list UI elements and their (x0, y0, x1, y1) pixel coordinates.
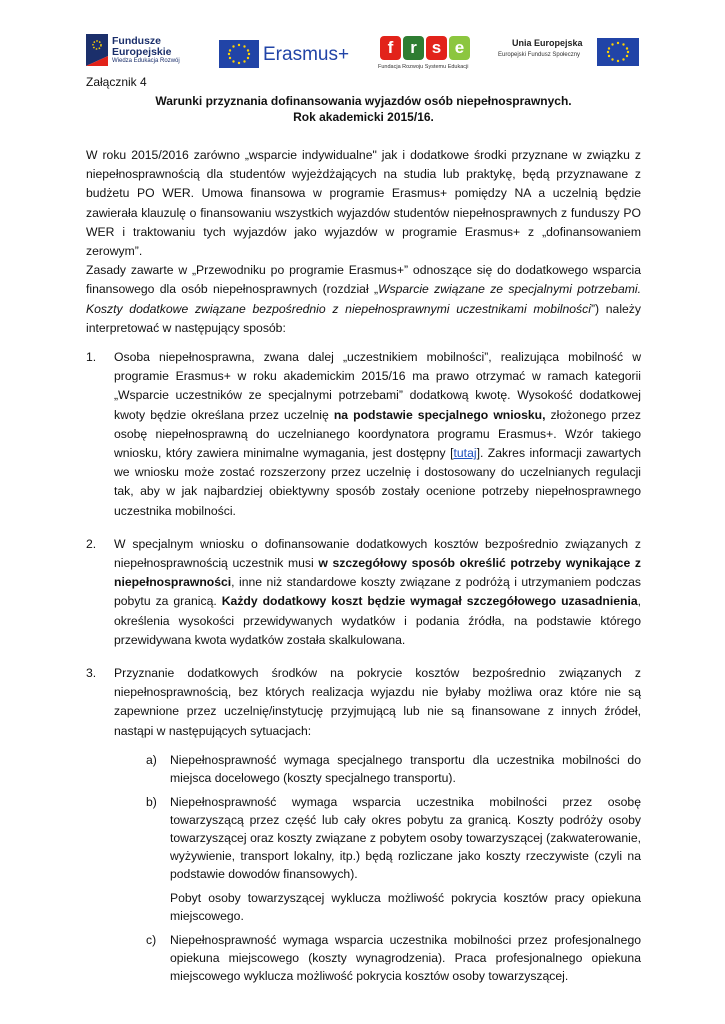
text-run: , określenia wysokości przewidywanych wydatków i podania źródła, na podstawie którego przewidywana kwota wydatków została skalkulowana. (114, 594, 641, 647)
sub-list-item (146, 751, 641, 787)
sub-item-letter: c) (146, 932, 157, 947)
erasmus-logo (219, 38, 355, 68)
text-run: złożonego przez osobę niepełnosprawną do uczelnianego koordynatora programu Erasmus+. Wzór takiego wniosku, który zawiera minimalne wymagania, jest dostępny [ (114, 407, 641, 461)
text-run: W specjalnym wniosku o dofinansowanie dodatkowych kosztów bezpośrednio związanych z niepełnosprawnością uczestnik musi (114, 536, 641, 571)
frse-tile: e (449, 36, 470, 60)
document-title (86, 93, 641, 125)
title-line-1: Warunki przyznania dofinansowania wyjazdów osób niepełnosprawnych. (155, 94, 572, 108)
text-run: ]. Zakres informacji zawartych we wniosku może zostać rozszerzony przez uczelnię i dostosowany do uczelnianych regulacji tak, aby w jak najbardziej obiektywny sposób zostały ocenione potrzeby niepełnosprawnego uczestnika mobilności. (114, 446, 642, 518)
item-number: 1. (86, 350, 97, 365)
erasmus-wordmark: Erasmus+ (263, 44, 350, 65)
item-number: 2. (86, 536, 97, 551)
fe-subtitle: Wiedza Edukacja Rozwój (112, 58, 180, 64)
ue-title: Unia Europejska (512, 38, 583, 48)
eu-flag-icon (219, 40, 259, 68)
list-item (86, 535, 641, 650)
unia-europejska-logo (498, 36, 640, 70)
text-run: Niepełnosprawność wymaga wsparcia uczestnika mobilności przez osobę towarzyszącą przez część lub cały okres pobytu za granicą. Koszty podróży osoby towarzyszącej oraz koszty związane z pobytem osoby towarzyszącej (zakwaterowanie, wyżywienie, transport lokalny, itp.) będą rozliczane jako koszty rzeczywiste (czyli na podstawie dowodów finansowych). (170, 794, 641, 881)
eu-flag-icon (597, 38, 639, 66)
list-item (86, 664, 641, 985)
intro-paragraph-2 (86, 261, 641, 338)
frse-caption: Fundacja Rozwoju Systemu Edukacji (378, 64, 469, 70)
italic-run: Wsparcie związane ze specjalnymi potrzebami. Koszty dodatkowe związane bezpośrednio z niepełnosprawnymi uczestnikami mobilności (86, 282, 641, 316)
frse-logo (378, 36, 478, 72)
text-run: Niepełnosprawność wymaga wsparcia uczestnika mobilności przez profesjonalnego opiekuna miejscowego (koszty wynagrodzenia). Praca profesjonalnego opiekuna miejscowego wyklucza możliwość pokrycia kosztów osoby towarzyszącej. (170, 932, 641, 983)
text-run: Zasady zawarte w „Przewodniku po programie Erasmus+” odnoszące się do dodatkowego wsparcia finansowego dla osób niepełnosprawnych (rozdział „ (86, 263, 641, 297)
document-body (86, 146, 641, 999)
intro-paragraph-1: W roku 2015/2016 zarówno „wsparcie indywidualne" jak i dodatkowe środki przyznane w związku z niepełnosprawnością dla studentów wyjeżdżających na studia lub praktykę, będą przyznawane z budżetu PO WER. Umowa finansowa w programie Erasmus+ pomiędzy NA a uczelnią będzie zawierała klauzulę o finansowaniu wszystkich wyjazdów studentów niepełnosprawnych z funduszy PO WER i traktowaniu tych wyjazdów jako wyjazdów w programie Erasmus+ z „dofinansowaniem zerowym”. (86, 148, 641, 259)
logo-bar (0, 30, 725, 74)
sub-item-note: Pobyt osoby towarzyszącej wyklucza możliwość pokrycia kosztów pracy opiekuna miejscowego. (170, 890, 641, 923)
fe-flag-icon (86, 34, 108, 66)
list-item (86, 348, 641, 521)
bold-run: na podstawie specjalnego wniosku, (333, 407, 546, 422)
bold-run: w szczegółowy sposób określić potrzeby wynikające z niepełnosprawności (114, 556, 641, 590)
text-run: Przyznanie dodatkowych środków na pokrycie kosztów bezpośrednio związanych z niepełnosprawnością, bez których realizacja wyjazdu nie byłaby możliwa oraz które nie są zapewnione przez uczelnię/instytucję przyjmującą lub nie są finansowane z innych źródeł, nastąpi w następujących sytuacjach: (114, 666, 641, 738)
sub-item-letter: a) (146, 752, 157, 767)
frse-tile: f (380, 36, 401, 60)
item-number: 3. (86, 666, 97, 681)
fundusze-europejskie-logo (86, 34, 196, 74)
fe-title: Fundusze Europejskie (112, 35, 172, 58)
frse-tile: r (403, 36, 424, 60)
annex-label: Załącznik 4 (86, 75, 147, 89)
ue-subtitle: Europejski Fundusz Społeczny (498, 52, 581, 58)
frse-tile: s (426, 36, 447, 60)
sub-list-item (146, 793, 641, 925)
sub-item-letter: b) (146, 794, 157, 809)
title-line-2: Rok akademicki 2015/16. (293, 110, 434, 124)
sub-list-item (146, 931, 641, 985)
bold-run: Każdy dodatkowy koszt będzie wymagał szczegółowego uzasadnienia (221, 594, 638, 609)
text-run: Niepełnosprawność wymaga specjalnego transportu dla uczestnika mobilności do miejsca docelowego (koszty specjalnego transportu). (170, 752, 641, 785)
conditions-list (86, 348, 641, 985)
frse-tiles (380, 36, 472, 60)
text-run: , inne niż standardowe koszty związane z podróżą i utrzymaniem podczas pobytu za granicą. (114, 575, 641, 609)
situations-list (114, 751, 641, 985)
text-run: ”) należy interpretować w następujący sposób: (86, 301, 641, 335)
tutaj-link[interactable]: tutaj (453, 446, 477, 461)
text-run: Osoba niepełnosprawna, zwana dalej „uczestnikiem mobilności”, realizująca mobilność w programie Erasmus+ w roku akademickim 2015/16 ma prawo otrzymać w ramach kategorii „Wsparcie uczestników ze specjalnymi potrzebami” dodatkową kwotę. Wysokość dodatkowej kwoty będzie określana przez uczelnię (114, 350, 641, 422)
